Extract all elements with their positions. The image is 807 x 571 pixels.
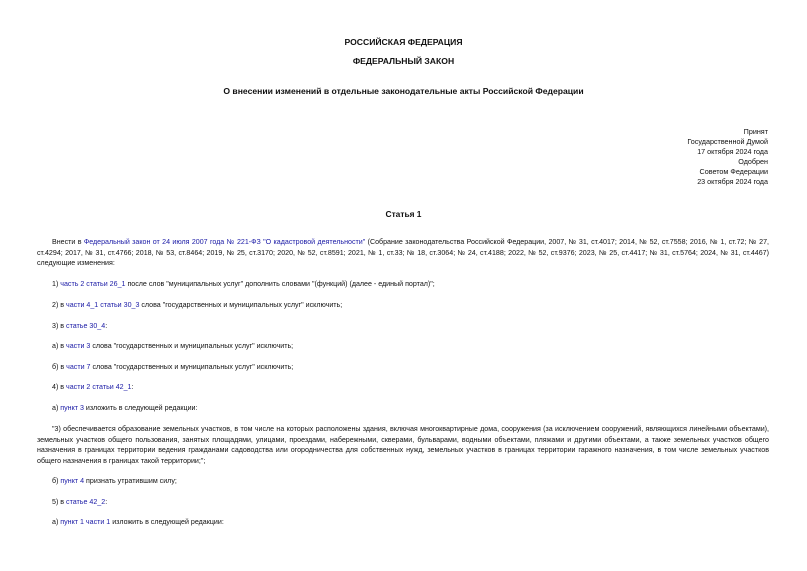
text: : [105,498,108,506]
doc-link[interactable]: статьи 30_3 [100,301,140,309]
text: 1) [52,280,61,288]
doc-link[interactable]: пункт 4 [60,477,85,485]
acceptance-line: Принят [743,127,768,136]
text: (Собрание законодательства Российской Федерации, 2007, № 31, ст.4017; 2014, № 52, ст.7558; 2016, № 1, ст.72; № 27, ст.4294; 2017, № 31, ст.4766; 2018, № 53, ст.8464; 2019, № 25, ст.3170; 2020, № 52, ст.8591; 2021, № 1, ст.33; № 18, ст.3064; № 24, ст.4188; 2022, № 52, ст.9376; 2023, № 25, ст.4417; № 31, ст.5764; 2024, № 31, ст.4467) следующие изменения: [37,238,769,268]
list-item [37,300,769,311]
text: 2) в [52,301,67,309]
acceptance-line: Государственной Думой [687,136,768,146]
country-heading: РОССИЙСКАЯ ФЕДЕРАЦИЯ [344,37,463,47]
doc-link[interactable]: части 1 [85,518,111,526]
text: : [131,383,134,391]
law-title: О внесении изменений в отдельные законодательные акты Российской Федерации [223,86,584,96]
acceptance-block [687,127,768,186]
intro-paragraph [37,237,769,269]
doc-link[interactable]: статье 42_2 [66,498,106,506]
text: Внести в [52,238,84,246]
list-item [37,362,769,373]
text: а) в [52,342,67,350]
doc-link[interactable]: части 4_1 [66,301,99,309]
acceptance-line: Одобрен [738,156,768,166]
list-item [37,279,769,290]
list-item [37,321,769,332]
acceptance-line: 17 октября 2024 года [697,146,768,156]
text: изложить в следующей редакции: [110,518,224,526]
text: изложить в следующей редакции: [83,404,198,412]
doc-link[interactable]: части 3 [66,342,91,350]
list-item [37,517,769,528]
text: слова "государственных и муниципальных услуг" исключить; [90,363,294,371]
text: : [105,322,108,330]
text: слова "государственных и муниципальных услуг" исключить; [139,301,343,309]
list-item [37,341,769,352]
text: слова "государственных и муниципальных услуг" исключить; [90,342,294,350]
acceptance-line: Советом Федерации [699,166,768,176]
list-item [37,497,769,508]
text: 5) в [52,498,67,506]
doc-link[interactable]: части 2 статьи 42_1 [66,383,132,391]
list-item [37,403,769,414]
text: признать утратившим силу; [84,477,177,485]
doc-link[interactable]: статье 30_4 [66,322,106,330]
list-item [37,382,769,393]
text: а) [52,404,61,412]
text: б) [52,477,61,485]
doc-link[interactable]: пункт 3 [60,404,84,412]
quote-paragraph: "3) обеспечивается образование земельных участков, в том числе на которых расположены здания, включая многоквартирные дома, сооружения (за исключением сооружений, являющихся линейными объектами), земельных участков общего пользования, занятых площадями, улицами, проездами, набережными, скверами, бульварами, водными объектами, пляжами и другими объектами, а также земельных участков общего назначения в границах территории ведения гражданами садоводства или огородничества для собственных нужд, земельных участков в границах территории гаражного назначения, в том числе земельных участков общего назначения в границах такой территории;"; [37,425,769,466]
doc-link[interactable]: часть 2 статьи 26_1 [60,280,126,288]
list-item [37,476,769,487]
law-type-heading: ФЕДЕРАЛЬНЫЙ ЗАКОН [352,56,455,66]
article-heading: Статья 1 [385,209,422,219]
doc-link[interactable]: пункт 1 [60,518,84,526]
text: б) в [52,363,67,371]
text: после слов "муниципальных услуг" дополнить словами "(функций) (далее - единый портал)"; [125,280,435,288]
acceptance-line: 23 октября 2024 года [697,176,768,186]
law-link[interactable]: Федеральный закон от 24 июля 2007 года № 221-ФЗ "О кадастровой деятельности" [83,238,366,246]
text: а) [52,518,61,526]
text: 3) в [52,322,67,330]
doc-link[interactable]: части 7 [66,363,91,371]
text: 4) в [52,383,67,391]
